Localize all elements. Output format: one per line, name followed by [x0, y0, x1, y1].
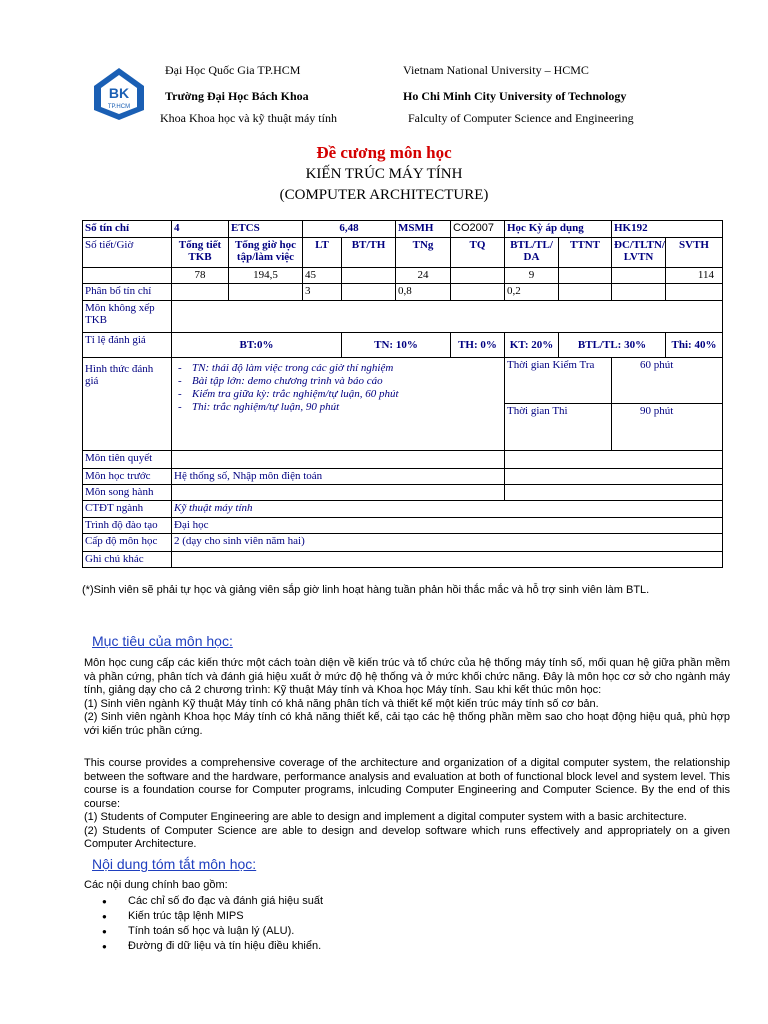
- hdr-dc: ĐC/TLTN/ LVTN: [612, 238, 666, 268]
- header-right-line2: Ho Chi Minh City University of Technology: [403, 89, 627, 103]
- val-lt: 45: [303, 268, 342, 284]
- row-parallel-course: [83, 485, 723, 501]
- header-right-line3: Falculty of Computer Science and Engineering: [408, 111, 634, 125]
- row-previous-course: [83, 469, 723, 485]
- empty-cell: [505, 451, 723, 469]
- exam-midterm-label: Thời gian Kiểm Tra: [505, 358, 612, 404]
- val-total-tkb: 78: [172, 268, 229, 284]
- course-info-table: [82, 220, 723, 568]
- label-grading-ratio: Tỉ lệ đánh giá: [83, 333, 172, 358]
- assessment-forms: [172, 358, 505, 451]
- row-grading-ratio: [83, 333, 723, 358]
- row-level: [83, 518, 723, 534]
- summary-list: [84, 894, 323, 954]
- label-no-schedule: Môn không xếp TKB: [83, 301, 172, 333]
- empty-cell: [559, 284, 612, 301]
- assessment-item: - Thi: trắc nghiệm/tự luận, 90 phút: [192, 401, 502, 414]
- ratio-kt: KT: 20%: [505, 333, 559, 358]
- objectives-en-p1: This course provides a comprehensive coverage of the architecture and organization of a digital computer system, the relationship between the software and the hardware, performance analysis and evaluation at both of functional block level and system level. This course is a foundation course for Computer programs, inlcuding Computer Engineering and Computer Science. By the end of this course:: [84, 757, 730, 810]
- alloc-lt: 3: [303, 284, 342, 301]
- hdr-tng: TNg: [396, 238, 451, 268]
- objectives-title: Mục tiêu của môn học:: [92, 633, 233, 649]
- logo-text: BK: [108, 85, 130, 101]
- val-dc: [612, 268, 666, 284]
- row-hours-values: [83, 268, 723, 284]
- label-prerequisite: Môn tiên quyết: [83, 451, 172, 469]
- exam-final-value: 90 phút: [612, 404, 723, 451]
- objectives-en-p2: (1) Students of Computer Engineering are able to design and implement a digital computer system with a basic architecture.: [84, 811, 687, 823]
- hdr-svth: SVTH: [666, 238, 723, 268]
- hdr-tq: TQ: [451, 238, 505, 268]
- label-previous-course: Môn học trước: [83, 469, 172, 485]
- hdr-total-tkb: Tổng tiết TKB: [172, 238, 229, 268]
- alloc-btl: 0,2: [505, 284, 559, 301]
- msmh-label: MSMH: [396, 221, 451, 238]
- label-hours: Số tiết/Giờ: [83, 238, 172, 268]
- row-no-schedule: [83, 301, 723, 333]
- empty-cell: [229, 284, 303, 301]
- alloc-tng: 0,8: [396, 284, 451, 301]
- objectives-vn: [84, 657, 730, 738]
- hdr-ttnt: TTNT: [559, 238, 612, 268]
- prerequisite-value: [172, 451, 505, 469]
- objectives-en-p3: (2) Students of Computer Science are able to design and develop software which runs effectively and appropriately on a given Computer Architecture.: [84, 824, 730, 850]
- header-left-line3: Khoa Khoa học và kỹ thuật máy tính: [160, 111, 337, 125]
- empty-cell: [83, 268, 172, 284]
- row-course-level: [83, 534, 723, 552]
- summary-item: ● Các chỉ số đo đạc và đánh giá hiệu suất: [128, 894, 323, 909]
- objectives-vn-p1: Môn học cung cấp các kiến thức một cách toàn diện về kiến trúc và tổ chức của hệ thống máy tính số, mối quan hệ giữa phần mềm và phần cứng, phân tích và đánh giá hiệu xuất ở mức độ hệ thống và ở mức khối chức năng. Đây là môn học cơ sở cho ngành máy tính, giảng dạy cho cả 2 chương trình: Kỹ thuật Máy tính và Khoa học Máy tính. Sau khi kết thúc môn học:: [84, 657, 730, 696]
- ratio-thi: Thi: 40%: [666, 333, 723, 358]
- assessment-list: [174, 362, 502, 414]
- label-assessment: Hình thức đánh giá: [83, 358, 172, 451]
- msmh-value: CO2007: [451, 221, 505, 238]
- summary-title: Nội dung tóm tắt môn học:: [92, 856, 257, 872]
- label-level: Trình độ đào tạo: [83, 518, 172, 534]
- logo-subtext: TP.HCM: [107, 104, 131, 110]
- objectives-vn-p2: (1) Sinh viên ngành Kỹ thuật Máy tính có khả năng phân tích và thiết kế một kiến trúc máy tính số cơ bản.: [84, 697, 599, 710]
- assessment-item: - Kiểm tra giữa kỳ: trắc nghiệm/tự luận, 60 phút: [192, 388, 502, 401]
- semester-label: Học Kỳ áp dụng: [505, 221, 612, 238]
- row-credit-allocation: [83, 284, 723, 301]
- hdr-total-hours: Tổng giờ học tập/làm việc: [229, 238, 303, 268]
- empty-cell: [172, 284, 229, 301]
- notes-value: [172, 552, 723, 568]
- val-tq: [451, 268, 505, 284]
- row-hours-header: [83, 238, 723, 268]
- label-course-level: Cấp độ môn học: [83, 534, 172, 552]
- label-credits: Số tín chỉ: [83, 221, 172, 238]
- level-value: Đại học: [172, 518, 723, 534]
- val-total-hours: 194,5: [229, 268, 303, 284]
- university-logo: [92, 67, 146, 121]
- summary-item: ● Đường đi dữ liệu và tín hiệu điều khiển.: [128, 939, 323, 954]
- val-svth: 114: [666, 268, 723, 284]
- label-parallel-course: Môn song hành: [83, 485, 172, 501]
- label-notes: Ghi chú khác: [83, 552, 172, 568]
- etcs-value: 6,48: [303, 221, 396, 238]
- course-name-en: (COMPUTER ARCHITECTURE): [279, 187, 489, 203]
- row-credits: [83, 221, 723, 238]
- ratio-th: TH: 0%: [451, 333, 505, 358]
- row-notes: [83, 552, 723, 568]
- exam-midterm-value: 60 phút: [612, 358, 723, 404]
- exam-final-label: Thời gian Thi: [505, 404, 612, 451]
- header-left-line1: Đại Học Quốc Gia TP.HCM: [165, 63, 301, 77]
- hdr-lt: LT: [303, 238, 342, 268]
- empty-cell: [612, 284, 666, 301]
- label-program: CTĐT ngành: [83, 501, 172, 518]
- empty-cell: [666, 284, 723, 301]
- objectives-vn-p3: (2) Sinh viên ngành Khoa học Máy tính có khả năng thiết kế, cải tạo các hệ thống phần mềm sao cho hoạt động hiệu quả, phù hợp với kiến trúc phần cứng.: [84, 711, 730, 737]
- parallel-course-value: [172, 485, 505, 501]
- footnote: (*)Sinh viên sẽ phải tự học và giảng viên sắp giờ linh hoạt hàng tuần phản hồi thắc mắc và hỗ trợ sinh viên làm BTL.: [82, 584, 650, 596]
- hdr-btl: BTL/TL/ DA: [505, 238, 559, 268]
- header-left-line2: Trường Đại Học Bách Khoa: [165, 89, 309, 103]
- header-right-line1: Vietnam National University – HCMC: [403, 63, 589, 77]
- course-name-vn: KIẾN TRÚC MÁY TÍNH: [305, 166, 463, 182]
- row-program: [83, 501, 723, 518]
- row-prerequisite: [83, 451, 723, 469]
- empty-cell: [505, 469, 723, 485]
- assessment-item: - Bài tập lớn: demo chương trình và báo cáo: [192, 375, 502, 388]
- document-title: Đề cương môn học: [316, 143, 452, 162]
- assessment-item: - TN: thái độ làm việc trong các giờ thí nghiệm: [192, 362, 502, 375]
- etcs-label: ETCS: [229, 221, 303, 238]
- val-bt-th: [342, 268, 396, 284]
- empty-cell: [505, 485, 723, 501]
- val-tng: 24: [396, 268, 451, 284]
- ratio-tn: TN: 10%: [342, 333, 451, 358]
- ratio-bt: BT:0%: [172, 333, 342, 358]
- semester-value: HK192: [612, 221, 723, 238]
- objectives-en: [84, 757, 730, 852]
- summary-item: ● Tính toán số học và luận lý (ALU).: [128, 924, 323, 939]
- val-ttnt: [559, 268, 612, 284]
- ratio-btl: BTL/TL: 30%: [559, 333, 666, 358]
- empty-cell: [342, 284, 396, 301]
- hdr-bt-th: BT/TH: [342, 238, 396, 268]
- program-value: Kỹ thuật máy tính: [172, 501, 723, 518]
- previous-course-value: Hệ thống số, Nhập môn điện toán: [172, 469, 505, 485]
- row-assessment-a: [83, 358, 723, 404]
- credits-value: 4: [172, 221, 229, 238]
- val-btl: 9: [505, 268, 559, 284]
- course-level-value: 2 (dạy cho sinh viên năm hai): [172, 534, 723, 552]
- empty-cell: [451, 284, 505, 301]
- empty-cell: [172, 301, 723, 333]
- summary-intro: Các nội dung chính bao gồm:: [84, 879, 228, 891]
- summary-item: ● Kiến trúc tập lệnh MIPS: [128, 909, 323, 924]
- label-credit-allocation: Phân bổ tín chỉ: [83, 284, 172, 301]
